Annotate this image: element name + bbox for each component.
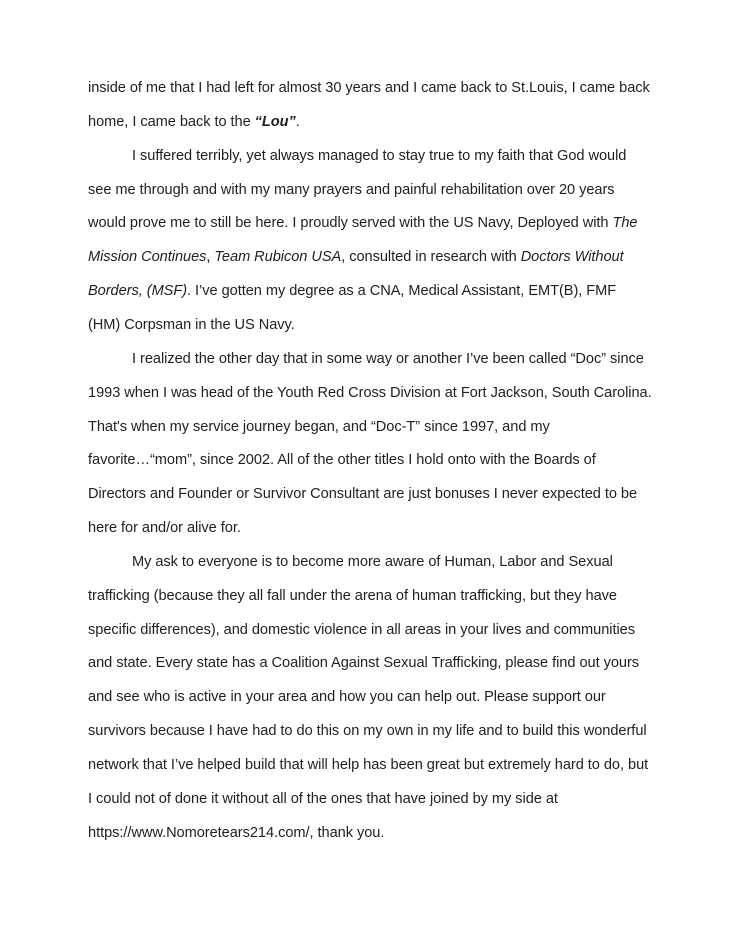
text-line: [88, 243, 624, 277]
text-run: My ask to everyone is to become more aware of Human, Labor and Sexual: [132, 553, 613, 570]
text-run: I suffered terribly, yet always managed to stay true to my faith that God would: [132, 147, 627, 164]
text-line: [88, 446, 596, 480]
emphasized-text: Borders, (MSF): [88, 283, 188, 300]
emphasized-text: Team Rubicon USA: [214, 249, 342, 266]
text-line: [88, 785, 558, 819]
text-run: and state. Every state has a Coalition Against Sexual Trafficking, please find out yours: [88, 655, 640, 672]
emphasized-text: “Lou”: [254, 113, 296, 130]
text-run: ,: [206, 249, 215, 266]
text-line: [88, 379, 652, 413]
text-line: [88, 108, 300, 142]
text-run: here for and/or alive for.: [88, 520, 241, 537]
text-run: Directors and Founder or Survivor Consultant are just bonuses I never expected to be: [88, 486, 638, 503]
text-run: inside of me that I had left for almost 30 years and I came back to St.Louis, I came back: [88, 80, 650, 96]
text-run: , consulted in research with: [341, 249, 521, 266]
text-run: (HM) Corpsman in the US Navy.: [88, 316, 295, 333]
emphasized-text: Mission Continues: [88, 249, 207, 266]
text-run: I could not of done it without all of the ones that have joined by my side at: [88, 790, 558, 807]
text-run: home, I came back to the: [88, 113, 255, 130]
text-run: . I’ve gotten my degree as a CNA, Medical Assistant, EMT(B), FMF: [187, 283, 617, 300]
text-run: .: [295, 113, 300, 130]
text-line: [132, 142, 626, 176]
emphasized-text: The: [612, 215, 638, 232]
text-run: That's when my service journey began, and “Doc-T” since 1997, and my: [88, 418, 550, 435]
text-line: [88, 683, 606, 717]
text-run: and see who is active in your area and how you can help out. Please support our: [88, 689, 606, 706]
text-line: [88, 514, 241, 548]
text-run: I realized the other day that in some way or another I’ve been called “Doc” since: [132, 350, 644, 367]
emphasized-text: Doctors Without: [520, 249, 624, 266]
text-line: [88, 819, 384, 853]
text-run: see me through and with my many prayers and painful rehabilitation over 20 years: [88, 181, 615, 198]
text-run: favorite…“mom”, since 2002. All of the other titles I hold onto with the Boards of: [88, 452, 596, 469]
text-run: specific differences), and domestic violence in all areas in your lives and communities: [88, 621, 635, 638]
text-run: trafficking (because they all fall under the arena of human trafficking, but they have: [88, 587, 617, 604]
text-run: 1993 when I was head of the Youth Red Cross Division at Fort Jackson, South Carolina.: [88, 384, 652, 401]
text-line: [88, 480, 637, 514]
text-line: [132, 548, 613, 582]
text-line: [88, 616, 635, 650]
text-line: [88, 751, 648, 785]
text-line: [88, 582, 617, 616]
text-line: [88, 717, 647, 751]
text-line: [88, 209, 638, 243]
text-line: [132, 345, 644, 379]
text-run: https://www.Nomoretears214.com/, thank you.: [88, 824, 385, 841]
text-line: [88, 74, 650, 108]
text-line: [88, 277, 616, 311]
text-line: [88, 311, 295, 345]
text-line: [88, 413, 550, 447]
text-line: [88, 176, 615, 210]
text-line: [88, 649, 639, 683]
text-run: survivors because I have had to do this on my own in my life and to build this wonderful: [88, 723, 647, 740]
text-run: would prove me to still be here. I proudly served with the US Navy, Deployed with: [88, 215, 613, 232]
text-run: network that I’ve helped build that will help has been great but extremely hard to do, but: [88, 757, 649, 773]
